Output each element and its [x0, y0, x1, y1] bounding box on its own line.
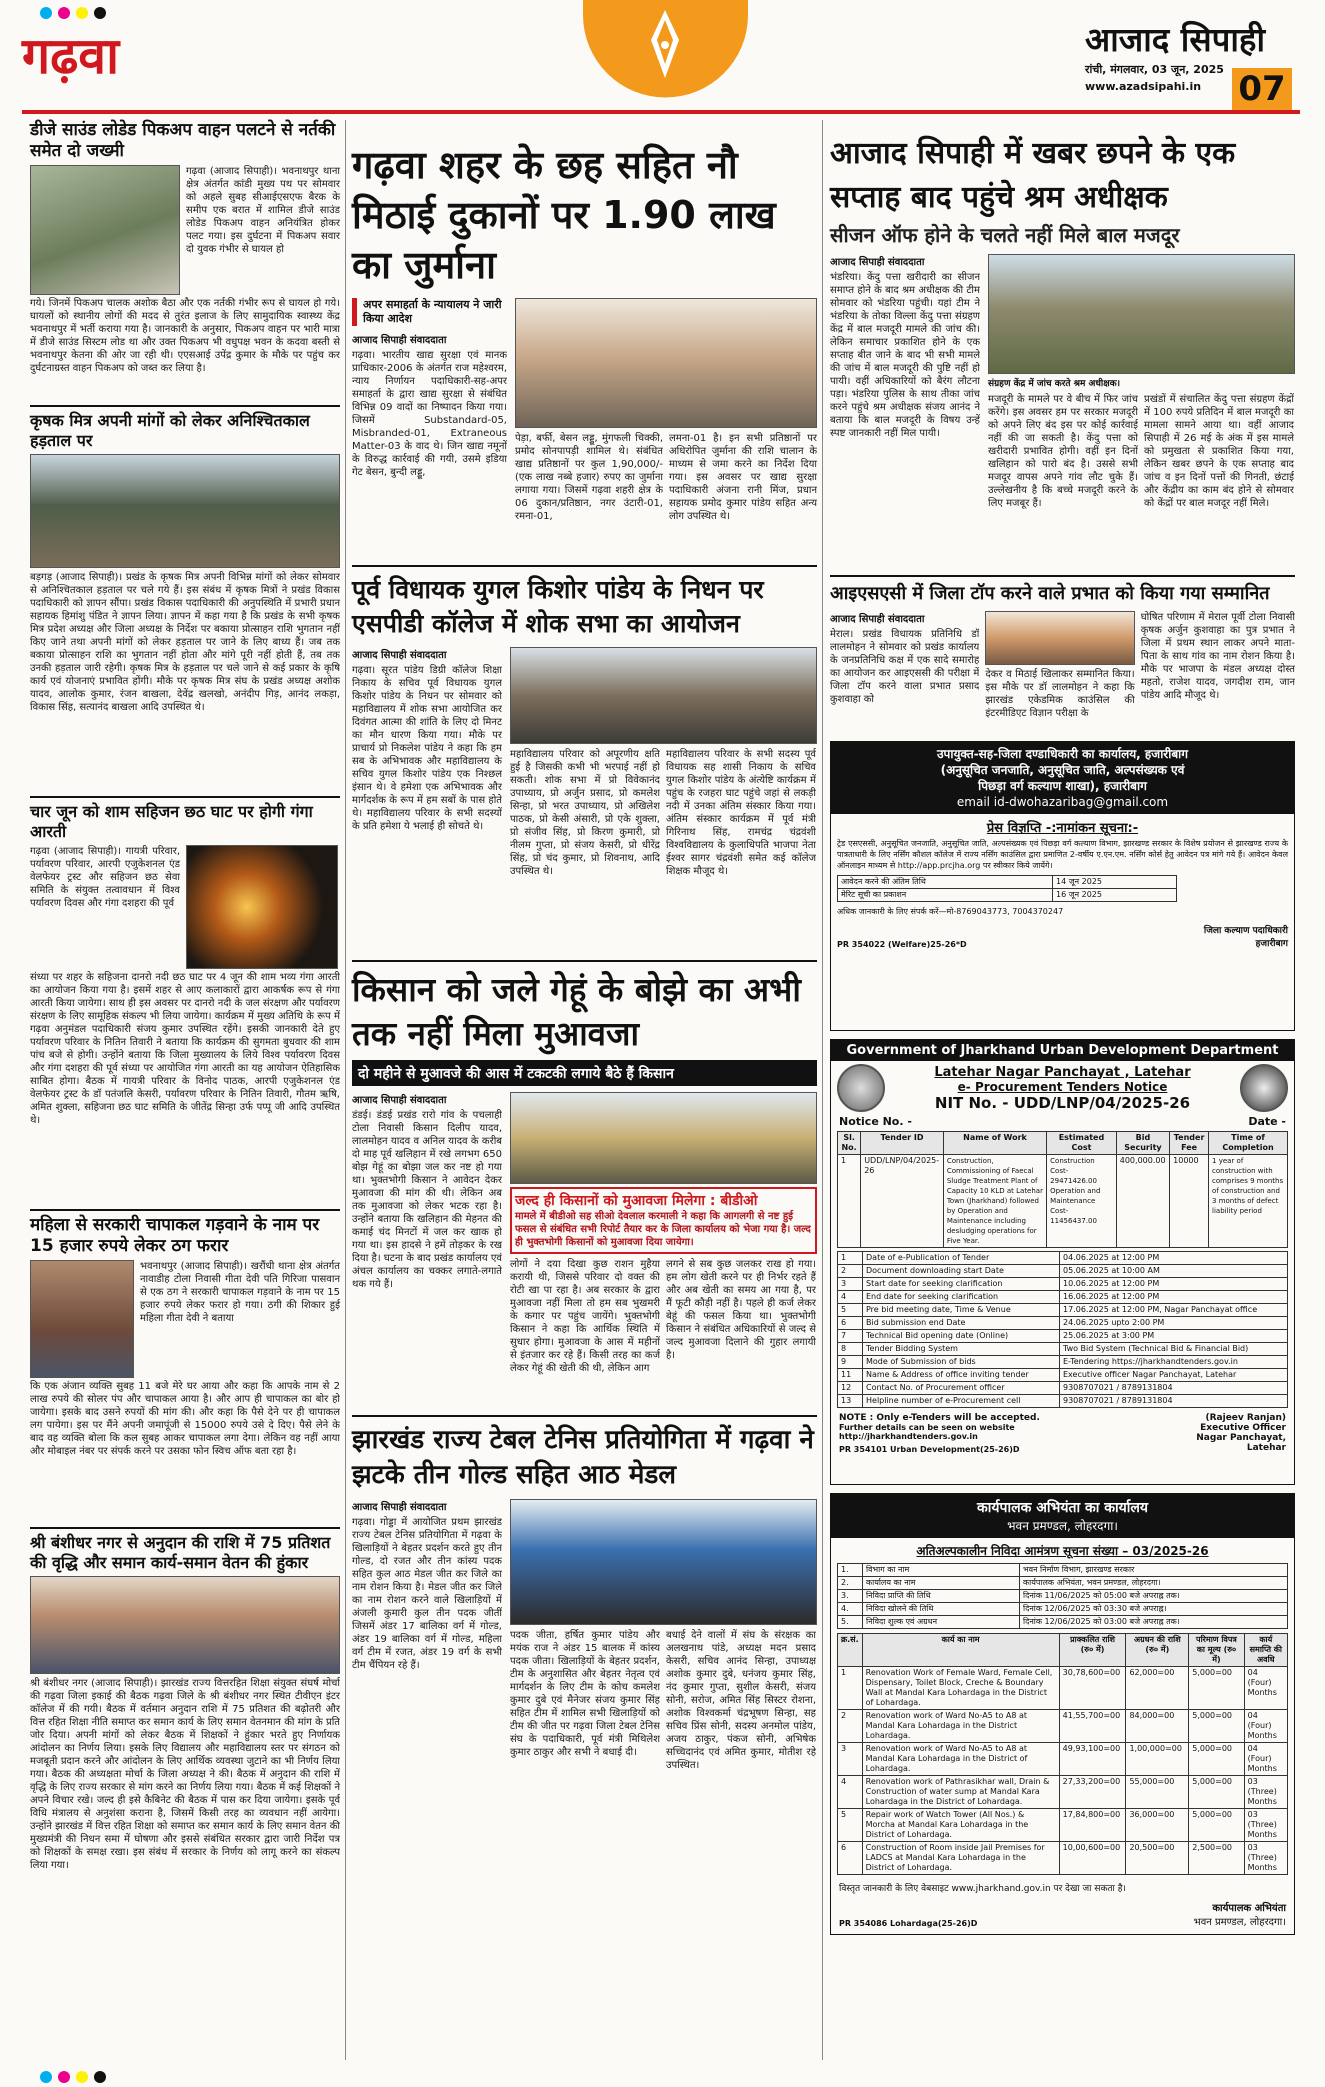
- ad3-work-cell: 6: [838, 1842, 863, 1875]
- lead-headline: गढ़वा शहर के छह सहित नौ मिठाई दुकानों पर 1.90 लाख का जुर्माना: [352, 143, 776, 287]
- ganga-aarti-photo: [186, 845, 338, 969]
- tt-col1: गढ़वा। गोड्डा में आयोजित प्रथम झारखंड राज्य टेबल टेनिस प्रतियोगिता में गढ़वा के खिलाड़ियों ने बेहतर प्रदर्शन करते हुए तीन गोल्ड, दो रजत और तीन कांस्य पदक सहित कुल आठ मेडल जीत कर जिले का नाम रोशन किया है। मेडल जीत कर जिले का नाम रोशन करने वाले खिलाड़ियों में अंजली कुमारी कुल तीन पदक जीतीं जिसमें अंडर 17 बालिका वर्ग में गोल्ड, अंडर 19 बालिका वर्ग में गोल्ड, महिला वर्ग टीम में रजत, अंडर 19 वर्ग के सभी टीम चैंपियन रहे हैं।: [352, 1517, 502, 1671]
- ad2-schedule-cell: 1: [838, 1252, 863, 1265]
- story5-headline: श्री बंशीधर नगर से अनुदान की राशि में 75 प्रतिशत की वृद्धि और समान कार्य-समान वेतन की हुंकार: [30, 1533, 331, 1572]
- ad2-th-3: Estimated Cost: [1047, 1132, 1117, 1155]
- ad2-schedule-cell: Bid submission end Date: [863, 1317, 1060, 1330]
- ad2-th-4: Bid Security: [1116, 1132, 1169, 1155]
- ad2-schedule-cell: Pre bid meeting date, Time & Venue: [863, 1304, 1060, 1317]
- ad3-th-4: परिमाण विपत्र का मूल्य (रु० में): [1189, 1634, 1244, 1667]
- ad3-work-cell: 5: [838, 1809, 863, 1842]
- ad3-work-cell: Repair work of Watch Tower (All Nos.) & Morcha at Mandal Kara Lohardaga in the District of Lohardaga.: [862, 1809, 1059, 1842]
- ad2-schedule-cell: Document downloading start Date: [863, 1265, 1060, 1278]
- ad2-schedule-cell: 9: [838, 1356, 863, 1369]
- ad3-website-note[interactable]: विस्तृत जानकारी के लिए वेबसाइट www.jharkhand.gov.in पर देखा जा सकता है।: [839, 1884, 1126, 1894]
- lead-kicker: अपर समाहर्ता के न्यायालय ने जारी किया आदेश: [352, 298, 507, 326]
- ad2-schedule-cell: 9308707021 / 8789131804: [1060, 1395, 1288, 1408]
- shok-col3: महाविद्यालय परिवार के सभी सदस्य पूर्व विधायक सह शासी निकाय के सचिव युगल किशोर पांडेय के अंत्येष्टि कार्यक्रम में पहुंच के रजहरा घाट पहुंचे जहां से लकड़ी नदी में उनका अंतिम संस्कार किया गया। अंतिम संस्कार कार्यक्रम में पूर्व मंत्री गिरिनाथ सिंह, रामचंद्र चंद्रवंशी विश्वविद्यालय के कुलाधिपति भाजपा नेता ईश्वर सागर चंद्रवंशी समेत कई कॉलेज शिक्षक मौजूद थे।: [666, 749, 816, 877]
- kisan-col3: लगने से सब कुछ जलकर राख हो गया। हम लोग खेती करने पर ही निर्भर रहते हैं और अब खेती का समय आ गया है, पर मैं फूटी कौड़ी नहीं है। पहले ही कर्ज लेकर बेहूं की फसल किया था। भुक्तभोगी किसान ने संबंधित अधिकारियों से जल्द से जल्द मुआवजा दिलाने की गुहार लगायी है।: [666, 1259, 816, 1361]
- story4-intro: भवनाथपुर (आजाद सिपाही)। खरौंधी थाना क्षेत्र अंतर्गत नावाडीह टोला निवासी गीता देवी पति गिरिजा पासवान से एक ठग ने सरकारी चापाकल गड़वाने के नाम पर 15 हजार रुपये लेकर फरार हो गया। ठगी की शिकार हुई महिला गीता देवी ने बताया: [140, 1261, 340, 1324]
- paper-name: आजाद सिपाही: [1085, 20, 1265, 59]
- ad3-line2: भवन प्रमण्डल, लोहरदगा।: [1007, 1519, 1118, 1533]
- ad2-sign-office: Nagar Panchayat, Latehar: [1196, 1433, 1286, 1453]
- ad3-work-cell: 84,000=00: [1126, 1710, 1189, 1743]
- ad3-info-cell: निविदा खोलने की तिथि: [863, 1603, 1020, 1616]
- registration-marks-top: [40, 4, 160, 18]
- story1-headline: डीजे साउंड लोडेड पिकअप वाहन पलटने से नर्तकी समेत दो जख्मी: [30, 120, 336, 161]
- dateline: रांची, मंगलवार, 03 जून, 2025: [1085, 63, 1224, 76]
- ad3-info-cell: निविदा शुल्क एवं अग्रधन: [863, 1616, 1020, 1629]
- ad2-th-1: Tender ID: [861, 1132, 944, 1155]
- shram-headline: आजाद सिपाही में खबर छपने के एक सप्ताह बाद पहुंचे श्रम अधीक्षक: [830, 136, 1236, 215]
- column-divider-1: [345, 120, 346, 2060]
- tt-headline: झारखंड राज्य टेबल टेनिस प्रतियोगिता में गढ़वा ने झटके तीन गोल्ड सहित आठ मेडल: [352, 1425, 814, 1490]
- ad2-work-1: UDD/LNP/04/2025-26: [861, 1155, 944, 1248]
- ad2-schedule-cell: Mode of Submission of bids: [863, 1356, 1060, 1369]
- ad1-pr: PR 354022 (Welfare)25-26*D: [837, 940, 967, 949]
- ad3-work-cell: 2: [838, 1710, 863, 1743]
- ad2-schedule-cell: Contact No. of Procurement officer: [863, 1382, 1060, 1395]
- ad3-work-cell: 36,000=00: [1126, 1809, 1189, 1842]
- ad3-info-row: [838, 1564, 1288, 1577]
- lead-col1: गढ़वा। भारतीय खाद्य सुरक्षा एवं मानक प्राधिकार-2006 के अंतर्गत राज महेश्वरम, न्याय निर्णायन पदाधिकारी-सह-अपर समाहर्ता के द्वारा खाद्य सुरक्षा से संबंधित विभिन्न 09 वादों का निष्पादन किया गया। जिसमें Substandard-05, Misbranded-01, Extraneous Matter-03 के वाद थे। जिन खाद्य नमूनों के विरुद्ध कार्रवाई की गयी, उसमे इडिया गेट बेसन, बुन्दी लड्डू,: [352, 350, 507, 478]
- ad3-work-cell: 04 (Four) Months: [1244, 1667, 1287, 1710]
- ad2-schedule-cell: Technical Bid opening date (Online): [863, 1330, 1060, 1343]
- ad3-work-cell: Renovation work of Pathrasikhar wall, Drain & Construction of water sump at Mandal Kara Lohardaga in the District of Lohardaga.: [862, 1776, 1059, 1809]
- ad3-work-row: [838, 1710, 1288, 1743]
- ad3-info-cell: भवन निर्माण विभाग, झारखण्ड सरकार: [1020, 1564, 1288, 1577]
- ad2-schedule-cell: 16.06.2025 at 12:00 PM: [1060, 1291, 1288, 1304]
- ad3-info-cell: 1.: [838, 1564, 863, 1577]
- story1-intro: गढ़वा (आजाद सिपाही)। भवनाथपुर थाना क्षेत्र अंतर्गत कांडी मुख्य पथ पर सोमवार को अहले सुबह सीआईएसएफ बैरक के समीप एक बरात में शामिल डीजे साउंड लोडेड पिकअप वाहन अनियंत्रित होकर पलट गया। इस दुर्घटना में पिकअप सवार दो युवक गंभीर से घायल हो: [186, 166, 340, 255]
- ad3-info-cell: कार्यालय का नाम: [863, 1577, 1020, 1590]
- ad2-schedule-cell: End date for seeking clarification: [863, 1291, 1060, 1304]
- ad3-info-cell: 2.: [838, 1577, 863, 1590]
- ad2-schedule-cell: E-Tendering https://jharkhandtenders.gov.in: [1060, 1356, 1288, 1369]
- ad2-office: Latehar Nagar Panchayat , Latehar: [934, 1064, 1191, 1080]
- ad3-info-row: [838, 1616, 1288, 1629]
- shram-inspection-photo: [988, 254, 1295, 374]
- ad3-work-cell: 5,000=00: [1189, 1743, 1244, 1776]
- hazaribag-notice-ad: [830, 741, 1295, 1031]
- ad2-schedule-cell: Name & Address of office inviting tender: [863, 1369, 1060, 1382]
- ad3-info-row: [838, 1603, 1288, 1616]
- shok-col2: महाविद्यालय परिवार को अपूरणीय क्षति हुई है जिसकी कभी भी भरपाई नहीं हो सकती। शोक सभा में प्रो विवेकानंद उपाध्याय, प्रो अर्जुन प्रसाद, प्रो कमलेश सिन्हा, प्रो भरत उपाध्याय, प्रो अखिलेश पाठक, प्रो केसी अंसारी, प्रो एके शुक्ला, प्रो संजीव सिंह, प्रो किरण कुमारी, प्रो नीलम गुप्ता, प्रो संजय केसरी, प्रो धीरेंद्र सिंह, प्रो चंद कुमार, प्रो शिवनाथ, आदि उपस्थित थे।: [510, 749, 660, 877]
- ad2-schedule-cell: 9308707021 / 8789131804: [1060, 1382, 1288, 1395]
- ad2-work-2: Construction, Commissioning of Faecal Sludge Treatment Plant of Capacity 10 KLD at Latehar Town (Jharkhand) followed by Operation and Maintenance including desludging operations for Five Year.: [943, 1155, 1046, 1248]
- ad2-schedule-row: [838, 1278, 1288, 1291]
- ad3-th-2: प्राक्कलित राशि (रु० में): [1059, 1634, 1126, 1667]
- ad2-work-4: 400,000.00: [1116, 1155, 1169, 1248]
- ad3-title: अतिअल्पकालीन निविदा आमंत्रण सूचना संख्या – 03/2025-26: [916, 1544, 1209, 1558]
- ad2-schedule-cell: Date of e-Publication of Tender: [863, 1252, 1060, 1265]
- ad1-row1-label: आवेदन करने की अंतिम तिथि: [838, 876, 1053, 889]
- ad3-work-cell: 4: [838, 1776, 863, 1809]
- bdo-caption: जल्द ही किसानों को मुआवजा मिलेगा : बीडीओ: [515, 1193, 758, 1209]
- ad1-dates-table: [837, 875, 1177, 902]
- ad3-sign2: भवन प्रमण्डल, लोहरदगा।: [1193, 1917, 1286, 1928]
- section-name: गढ़वा: [22, 27, 120, 85]
- ad3-work-cell: 3: [838, 1743, 863, 1776]
- ad3-sign1: कार्यपालक अभियंता: [1212, 1903, 1286, 1914]
- lead-byline: आजाद सिपाही संवाददाता: [352, 335, 447, 346]
- ad2-schedule-cell: 17.06.2025 at 12:00 PM, Nagar Panchayat office: [1060, 1304, 1288, 1317]
- ad3-work-cell: 1: [838, 1667, 863, 1710]
- ad1-helpline: अधिक जानकारी के लिए संपर्क करें—मो-8769043773, 7004370247: [837, 907, 1064, 916]
- ias-headline: आइएसएसी में जिला टॉप करने वाले प्रभात को किया गया सम्मानित: [830, 583, 1270, 604]
- ad2-schedule-row: [838, 1369, 1288, 1382]
- ad3-work-cell: 1,00,000=00: [1126, 1743, 1189, 1776]
- ad3-info-cell: कार्यपालक अभियंता, भवन प्रमण्डल, लोहरदगा।: [1020, 1577, 1288, 1590]
- shok-col1: गढ़वा। सूरत पांडेय डिग्री कॉलेज शिक्षा निकाय के सचिव पूर्व विधायक युगल किशोर पांडेय के निधन पर सोमवार को महाविद्यालय में शोक सभा आयोजित कर दिवंगत आत्मा की शांति के लिए दो मिनट का मौन धारण किया गया। मौके पर प्राचार्य प्रो निकलेश पांडेय ने कहा कि हम सब के अभिभावक और महाविद्यालय के सचिव युगल किशोर पांडेय एक निश्छल इंसान थे। वे हमेशा एक अभिभावक और मार्गदर्शक के रूप में हम सबों के पास होते थे। महाविद्यालय परिवार के सभी सदस्यों के प्रति हमेशा ये भलाई ही सोचते थे।: [352, 665, 502, 832]
- ad1-sign1: जिला कल्याण पदाधिकारी: [1203, 926, 1288, 936]
- ad2-work-5: 10000: [1170, 1155, 1209, 1248]
- ad3-info-cell: 5.: [838, 1616, 863, 1629]
- ad2-th-6: Time of Completion: [1209, 1132, 1288, 1155]
- ad2-schedule-cell: 2: [838, 1265, 863, 1278]
- story2-body: बड़गड़ (आजाद सिपाही)। प्रखंड के कृषक मित्र अपनी विभिन्न मांगों को लेकर सोमवार से अनिश्चितकाल हड़ताल पर चले गये हैं। इस संबंध में कृषक मित्रों ने प्रखंड विकास पदाधिकारी को ज्ञापन सौंपा। प्रखंड विकास पदाधिकारी की अनुपस्थिति में प्रभारी प्रधान सहायक हिमांशु पंडित ने ज्ञापन लिया। ज्ञापन में कहा गया है कि प्रखंड के सभी कृषक मित्र प्रदेश अध्यक्ष और जिला अध्यक्ष के निर्देश पर बकाया प्रोत्साहन राशि भुगतान नहीं किए जाने तथा अपनी मांगों को लेकर हड़ताल पर जाने के लिए बाध्य हैं। जब तक बकाया प्रोत्साहन राशि का भुगतान नहीं होता और मांगे पूरी नहीं होती हैं, तब तक उनकी हड़ताल जारी रहेगी। कृषक मित्र के हड़ताल पर चले जाने से कई प्रकार के कृषि कार्य एवं योजनाएं प्रभावित होंगी। मौके पर कृषक मित्र संघ के प्रखंड अध्यक्ष अशोक यादव, आलोक कुमार, रंजन बाखला, देवेंद्र खलखो, अनंदीप गिड़, आनंद लकड़ा, विकास सिंह, सत्यानंद बाखला आदि उपस्थित थे।: [30, 572, 340, 713]
- ad2-schedule-cell: 8: [838, 1343, 863, 1356]
- ad2-schedule-cell: Tender Bidding System: [863, 1343, 1060, 1356]
- ias-col3: घोषित परिणाम में मेराल पूर्वी टोला निवासी कृषक अर्जुन कुशवाहा का पुत्र प्रभात ने जिला में प्रथम स्थान लाकर अपने माता-पिता के साथ गांव का नाम रोशन किया है। मौके पर भाजपा के मंडल अध्यक्ष दोस्त महतो, राजेश यादव, जगदीश राम, जान पांडेय आदि मौजूद थे।: [1140, 612, 1295, 701]
- ad1-row2-label: मेरिट सूची का प्रकाशन: [838, 889, 1053, 902]
- ad2-schedule-row: [838, 1343, 1288, 1356]
- ad3-work-cell: 20,500=00: [1126, 1842, 1189, 1875]
- tt-byline: आजाद सिपाही संवाददाता: [352, 1502, 447, 1513]
- shram-col1: भंडरिया। केंदु पत्ता खरीदारी का सीजन समाप्त होने के बाद श्रम अधीक्षक की टीम सोमवार को भंडरिया पहुंची। यहां टीम ने भंडरिया के तोका विल्ला केंदु पत्ता संग्रहण केंद्र में बाल मजदूरी मामले की जांच की। लेकिन समाचार प्रकाशित होने के एक सप्ताह बीत जाने के बाद भी सभी मामले की जांच में बाल मजदूरी की पुष्टि नहीं हो पायी। वहीं अधिकारियों को बैरंग लौटना पड़ा। भंडरिया पुलिस के साथ तीका जांच करने पहुंचे श्रम अधीक्षक संजय आनंद ने बताया कि बाल मजदूरी के विषय उन्हें स्पष्ट जानकारी नहीं मिल पायी।: [830, 272, 980, 439]
- ad3-work-cell: 27,33,200=00: [1059, 1776, 1126, 1809]
- ad3-work-cell: 5,000=00: [1189, 1809, 1244, 1842]
- ad2-schedule-row: [838, 1252, 1288, 1265]
- ad3-info-cell: 3.: [838, 1590, 863, 1603]
- shram-byline: आजाद सिपाही संवाददाता: [830, 257, 925, 268]
- ad3-work-cell: 04 (Four) Months: [1244, 1743, 1287, 1776]
- shok-sabha-photo: [510, 647, 817, 744]
- ad3-work-row: [838, 1776, 1288, 1809]
- kisan-col1: डंडई। डंडई प्रखंड रारो गांव के पचलाही टोला निवासी किसान दिलीप यादव, लालमोहन यादव व अनिल यादव के करीब दो माह पूर्व खलिहान में रखे लगभग 650 बोझ गेहूं का बोझा जल कर नष्ट हो गया था। भुक्तभोगी किसान ने आवेदन देकर मुआवजा की मांग की थी। लेकिन अब तक मुआवजा को लेकर भटक रहा है। उन्होंने बताया कि खलिहान की मेहनत की कमाई चंद मिनटों में जल कर खाक हो गया था। इस हादसे ने हमें तोड़कर के रख दिया है। घटना के बाद प्रखंड कार्यालय एवं अंचल कार्यालय का चक्कर लगाते-लगाते थक गये हैं।: [352, 1110, 502, 1290]
- latehar-tender-ad: [830, 1039, 1295, 1485]
- shram-col3: प्रखंडों में संचालित केंदु पत्ता संग्रहण केंद्रों में 100 रुपये प्रतिदिन में बाल मजदूरी का मामला सामने आया था। वहीं आजाद सिपाही में 26 मई के अंक में इस मामले को प्रमुखता से प्रकाशित किया गया, लेकिन खबर छपने के एक सप्ताह बाद जांच व इन दिनों पत्तों की गिनती, छंटाई और केंद्रीय का काम बंद होने से सोमवार को केंद्रों पर बाल मजदूर नहीं मिले।: [1144, 394, 1294, 509]
- ias-col2: देकर व मिठाई खिलाकर सम्मानित किया। इस मौके पर डॉ लालमोहन ने कहा कि झारखंड एकेडमिक काउंसिल की इंटरमीडिएट विज्ञान परीक्षा के: [985, 669, 1135, 719]
- column-divider-2: [822, 120, 823, 2060]
- lead-col2: पेड़ा, बर्फी, बेसन लड्डू, मुंगफली चिक्की, प्रमोद सोनपापड़ी शामिल थे। संबंधित खाद्य प्रतिष्ठानों पर कुल 1,90,000/- (एक लाख नब्बे हजार) रुपए का जुर्माना लगाया गया। जिसमें गढ़वा शहरी क्षेत्र के 06 दुकान/प्रतिष्ठान, नगर उंटारी-01, रमना-01,: [515, 433, 663, 522]
- story5-body: श्री बंशीधर नगर (आजाद सिपाही)। झारखंड राज्य वित्तरहित शिक्षा संयुक्त संघर्ष मोर्चा की गढ़वा जिला इकाई की बैठक गढ़वा जिले के श्री बंशीधर नगर स्थित टीवीएन इंटर कॉलेज में की गयी। बैठक में वर्तमान अनुदान राशि में 75 प्रतिशत की बढ़ोतरी और वित्त रहित शिक्षा नीति समाप्त कर समान कार्य के लिए समान वेतनमान की मांग के प्रति जोर दिया। अपनी मांगों को लेकर बैठक में शिक्षकों ने हुंकार भरते हुए निर्णायक आंदोलन का निर्णय लिया। इसके लिए विद्यालय और महाविद्यालय स्तर पर संगठन को मजबूती प्रदान करने और आंदोलन के लिए आर्थिक व्यवस्था जुटाने का भी निर्णय लिया गया। बैठक की अध्यक्षता मोर्चा के जिला अध्यक्ष ने की। बैठक में अनुदान की राशि में वृद्धि के लिए राज्य सरकार से मांग करने का निर्णय लिया गया। बैठक में कई शिक्षकों ने अपने विचार रखे। जल्द ही इसे कैबिनेट की बैठक में पास कर दिया जायेगा। इसके पूर्व विधि मंत्रालय से अनुशंसा कराना है, जिसमें किसी तरह का व्यवधान नहीं आयेगा। उन्होंने झारखंड में वित्त रहित शिक्षा को समाप्त कर समान कार्य के लिए समान वेतन की मुख्यमंत्री की निधन समा में घोषणा और इससे संबंधित सरकार द्वारा जारी निर्देश पत्र को शिक्षकों के समक्ष रखा। इस संबंध में सरकार के निर्णय को लागू करने का संकल्प लिया गया।: [30, 1678, 340, 1871]
- story2-headline: कृषक मित्र अपनी मांगों को लेकर अनिश्चितकाल हड़ताल पर: [30, 411, 310, 450]
- ad3-work-cell: 5,000=00: [1189, 1667, 1244, 1710]
- ad3-info-table: [837, 1563, 1288, 1629]
- ad3-th-1: कार्य का नाम: [862, 1634, 1059, 1667]
- kisan-headline: किसान को जले गेहूं के बोझे का अभी तक नहीं मिला मुआवजा: [352, 970, 801, 1053]
- ad1-line3: पिछड़ा वर्ग कल्याण शाखा), हजारीबाग: [978, 779, 1147, 793]
- ad2-schedule-cell: 10.06.2025 at 12:00 PM: [1060, 1278, 1288, 1291]
- bdo-quote: मामले में बीडीओ सह सीओ देवलाल करमाली ने कहा कि आगलगी से नष्ट हुई फसल से संबंधित सभी रिपोर्ट तैयार कर के जिला कार्यालय को भेजा गया है। जल्द ही भुक्तभोगी किसानों को मुआवजा दिया जायेगा।: [515, 1211, 811, 1248]
- ad3-pr: PR 354086 Lohardaga(25-26)D: [839, 1919, 978, 1928]
- ad2-eproc: e- Procurement Tenders Notice: [957, 1079, 1168, 1094]
- ad3-info-row: [838, 1590, 1288, 1603]
- ad1-body: ट्रेड एसएससी, अनुसूचित जनजाति, अनुसूचित जाति, अल्पसंख्यक एवं पिछड़ा वर्ग कल्याण विभाग, झारखण्ड सरकार के विशेष प्रयोजन से झारखण्ड राज्य के पात्रताधारी के लिए नर्सिंग कौशल कॉलेज में राज्य नर्सिंग काउंसिल द्वारा प्रमाणित 2-वर्षीय ए.एन.एम. नर्सिंग कोर्स हेतु आवेदन पत्र मांगे गये हैं। आवेदन केवल ऑनलाइन माध्यम से http://app.prcjha.org पर स्वीकार किये जायेंगे।: [837, 839, 1288, 870]
- ad2-schedule-cell: 25.06.2025 at 3:00 PM: [1060, 1330, 1288, 1343]
- ad2-schedule-row: [838, 1304, 1288, 1317]
- nagar-panchayat-logo-icon: [1240, 1064, 1288, 1112]
- registration-marks-bottom: [40, 2068, 240, 2082]
- ad2-schedule-cell: 5: [838, 1304, 863, 1317]
- ad2-schedule-row: [838, 1317, 1288, 1330]
- ad2-schedule-row: [838, 1356, 1288, 1369]
- ad2-schedule-cell: Executive officer Nagar Panchayat, Latehar: [1060, 1369, 1288, 1382]
- ad3-work-cell: 62,000=00: [1126, 1667, 1189, 1710]
- ad2-schedule-row: [838, 1265, 1288, 1278]
- masthead-rule: [22, 110, 1300, 114]
- ad3-th-3: अग्रधन की राशि (रु० में): [1126, 1634, 1189, 1667]
- ad2-schedule-row: [838, 1291, 1288, 1304]
- ad3-work-cell: 2,500=00: [1189, 1842, 1244, 1875]
- ad2-schedule-row: [838, 1395, 1288, 1408]
- ad2-work-0: 1: [838, 1155, 861, 1248]
- ad2-note: NOTE : Only e-Tenders will be accepted.: [839, 1413, 1040, 1423]
- ad3-work-row: [838, 1743, 1288, 1776]
- farmers-photo: [510, 1092, 817, 1184]
- story4-body: कि एक अंजान व्यक्ति सुबह 11 बजे मेरे घर आया और कहा कि आपके नाम से 2 लाख रुपये की सोलर पंप और चापाकल आया है। और आप ही चापाकल का बोर हो जायेगा। इसके बाद उसने रुपयों की मांग की। और कहा कि पैसे देने पर ही चापाकल लग पायेगा। इस पर मैंने अपनी जमापूंजी से 15000 रुपये उसे दे दिए। पैसे लेने के बाद वह व्यक्ति बोला कि कल सुबह आकर चापाकल लगा देगा। लेकिन वह नहीं आया और मोबाइल नंबर पर संपर्क करने पर उसका फोन स्विच ऑफ बता रहा है।: [30, 1381, 340, 1457]
- ad2-schedule-cell: 3: [838, 1278, 863, 1291]
- ad3-work-cell: 49,93,100=00: [1059, 1743, 1126, 1776]
- bdo-box: [510, 1187, 817, 1254]
- ad2-schedule-cell: 7: [838, 1330, 863, 1343]
- tt-col2: पदक जीता, हर्षित कुमार पांडेय और मयंक राज ने अंडर 15 बालक में कांस्य पदक जीता। खिलाड़ियों के बेहतर प्रदर्शन, टीम के अनुशासित और बेहतर नेतृत्व एवं मार्गदर्शन के लिए टीम के कोच कमलेश कुमार दुबे एवं मैनेजर संजय कुमार सिंह सहित टीम में शामिल सभी खिलाड़ियों को टीम की जीत पर गढ़वा जिला टेबल टेनिस संघ के पदाधिकारी, पूर्व मंत्री मिथिलेश कुमार ठाकुर और सभी ने बधाई दी।: [510, 1630, 660, 1758]
- ad3-works-table: [837, 1633, 1288, 1875]
- ad2-th-5: Tender Fee: [1170, 1132, 1209, 1155]
- ad3-info-cell: निविदा प्राप्ति की तिथि: [863, 1590, 1020, 1603]
- ad2-work-3: Construction Cost- 29471426.00 Operation and Maintenance Cost- 11456437.00: [1047, 1155, 1117, 1248]
- jharkhand-emblem-icon: [837, 1064, 885, 1112]
- ad1-row1-value: 14 जून 2025: [1052, 876, 1176, 889]
- ad3-work-cell: Renovation Work of Female Ward, Female Cell, Dispensary, Toilet Block, Creche & Boundary Wall at Mandal Kara Lohardaga in the District of Lohardaga.: [862, 1667, 1059, 1710]
- shram-subhead: सीजन ऑफ होने के चलते नहीं मिले बाल मजदूर: [830, 223, 1180, 247]
- right-column: [830, 132, 1295, 1935]
- ad3-work-cell: 03 (Three) Months: [1244, 1809, 1287, 1842]
- ad2-schedule-cell: 11: [838, 1369, 863, 1382]
- ad2-schedule-row: [838, 1382, 1288, 1395]
- victim-woman-photo: [30, 1260, 134, 1378]
- ad2-sign-title: Executive Officer: [1200, 1423, 1286, 1433]
- ad2-work-table: [837, 1131, 1288, 1248]
- ad3-th-5: कार्य समाप्ति की अवधि: [1244, 1634, 1287, 1667]
- ad2-schedule-cell: Start date for seeking clarification: [863, 1278, 1060, 1291]
- ad2-schedule-cell: Two Bid System (Technical Bid & Financial Bid): [1060, 1343, 1288, 1356]
- teachers-meeting-photo: [30, 1576, 340, 1674]
- ad3-work-cell: 04 (Four) Months: [1244, 1710, 1287, 1743]
- accident-photo: [30, 165, 180, 295]
- ad3-work-cell: 5,000=00: [1189, 1776, 1244, 1809]
- ad2-govt: Government of Jharkhand Urban Development Department: [846, 1043, 1279, 1058]
- kisan-col2: लोगों ने दया दिखा कुछ राशन मुहैया करायी थी, जिससे परिवार दो वक्त की रोटी खा पा रहा है। अब सरकार के द्वारा मुआवजा नहीं मिला तो हम सब भुखमरी के कगार पर पहुंच जायेंगे। भुक्तभोगी किसान ने कहा कि आर्थिक स्थिति में सुधार होगा। मुआवजा के आस में महीनों से इंतजार कर रहे हैं। किसी तरह का कर्ज लेकर गेहूं की खेती की थी, लेकिन आग: [510, 1259, 660, 1374]
- story1-body: गये। जिनमें पिकअप चालक अशोक बैठा और एक नर्तकी गंभीर रूप से घायल हो गये। घायलों को स्थानीय लोगों की मदद से तुरंत इलाज के लिए सामुदायिक स्वास्थ्य केंद्र भवनाथपुर में भर्ती कराया गया है। जानकारी के अनुसार, पिकअप वाहन पर भारी मात्रा में डीजे साउंड सिस्टम लोड था और उक्त पिकअप भी वधुपक्ष भवन के कदवा बस्ती से भवनाथपुर केतना की ओर जा रही थी। एएसआई उपेंद्र कुमार के मौके पर पहुंच कर दुर्घटनाग्रस्त वाहन पिकअप को जब्त कर लिया है।: [30, 298, 340, 374]
- shram-col2: मजदूरी के मामले पर वे बीच में फिर जांच करेंगे। इस अवसर हम पर सरकार मजदूरी को अपने लिए बंद इस पर कोई कार्रवाई नहीं की जा सकती है। केंदु पत्ता को खरीदारी प्रभावित होगी। वहीं इन दिनों खलिहान को पारो बंद है। उससे सभी मजदूर वापस अपने गांव लौट चुके हैं। उल्लेखनीय है कि बच्चे मजदूरी करने के लिए मजबूर हैं।: [988, 394, 1138, 509]
- ad3-work-cell: 10,00,600=00: [1059, 1842, 1126, 1875]
- tt-medalists-photo: [510, 1499, 817, 1625]
- ad3-info-cell: विभाग का नाम: [863, 1564, 1020, 1577]
- ad2-schedule-table: [837, 1251, 1288, 1408]
- ad2-th-0: Sl. No.: [838, 1132, 861, 1155]
- middle-column: [352, 140, 817, 1826]
- ad3-work-cell: 17,84,800=00: [1059, 1809, 1126, 1842]
- ad3-work-cell: Renovation work of Ward No-A5 to A8 at Mandal Kara Lohardaga in the District Lohardaga.: [862, 1710, 1059, 1743]
- ad2-schedule-cell: 24.06.2025 upto 2:00 PM: [1060, 1317, 1288, 1330]
- shram-photo-caption: संग्रहण केंद्र में जांच करते श्रम अधीक्षक।: [988, 379, 1121, 389]
- ad2-sign-name: (Rajeev Ranjan): [1205, 1413, 1286, 1423]
- ad3-work-cell: 30,78,600=00: [1059, 1667, 1126, 1710]
- ad3-work-cell: Construction of Room inside Jail Premises for LADCS at Mandal Kara Lohardaga in the District of Lohardaga.: [862, 1842, 1059, 1875]
- story3-headline: चार जून को शाम सहिजन छठ घाट पर होगी गंगा आरती: [30, 802, 313, 841]
- shok-headline: पूर्व विधायक युगल किशोर पांडेय के निधन पर एसपीडी कॉलेज में शोक सभा का आयोजन: [352, 575, 764, 638]
- ad2-further[interactable]: Further details can be seen on website http://jharkhandtenders.gov.in: [839, 1423, 1015, 1441]
- ad3-th-0: क्र.सं.: [838, 1634, 863, 1667]
- story4-headline: महिला से सरकारी चापाकल गड़वाने के नाम पर 15 हजार रुपये लेकर ठग फरार: [30, 1215, 320, 1256]
- ad1-line2: (अनुसूचित जनजाति, अनुसूचित जाति, अल्पसंख्यक एवं: [940, 763, 1185, 777]
- ad2-schedule-cell: 05.06.2025 at 10:00 AM: [1060, 1265, 1288, 1278]
- ad2-pr: PR 354101 Urban Development(25-26)D: [839, 1445, 1020, 1454]
- ad2-th-2: Name of Work: [943, 1132, 1046, 1155]
- ad3-work-cell: 03 (Three) Months: [1244, 1842, 1287, 1875]
- ad1-row2-value: 16 जून 2025: [1052, 889, 1176, 902]
- ad2-schedule-cell: 4: [838, 1291, 863, 1304]
- ias-col1: मेराल। प्रखंड विधायक प्रतिनिधि डॉ लालमोहन ने सोमवार को प्रखंड कार्यालय के जनप्रतिनिधि कक्ष में एक सादे समारोह का आयोजन कर आइएससी की परीक्षा में जिला टॉप करने वाला प्रभात प्रसाद कुशवाहा को: [830, 629, 980, 705]
- felicitation-photo: [985, 611, 1134, 665]
- ias-byline: आजाद सिपाही संवाददाता: [830, 614, 925, 625]
- ad2-date-label: Date -: [1248, 1115, 1286, 1128]
- ad3-work-row: [838, 1667, 1288, 1710]
- ad2-nit: NIT No. - UDD/LNP/04/2025-26: [934, 1093, 1191, 1112]
- ad2-schedule-cell: 6: [838, 1317, 863, 1330]
- ad3-info-cell: दिनांक 12/06/2025 को 03:30 बजे अपराह्न।: [1020, 1603, 1288, 1616]
- masthead-decoration: [583, 0, 748, 100]
- ad2-schedule-row: [838, 1330, 1288, 1343]
- shok-byline: आजाद सिपाही संवाददाता: [352, 650, 447, 661]
- ad3-info-row: [838, 1577, 1288, 1590]
- fine-hearing-photo: [515, 298, 817, 428]
- ad2-notice-no: Notice No. -: [839, 1115, 912, 1128]
- left-column: [30, 120, 340, 1939]
- page-number: 07: [1232, 68, 1292, 110]
- ad3-work-cell: 03 (Three) Months: [1244, 1776, 1287, 1809]
- tt-col3: बधाई देने वालों में संघ के संरक्षक का अलखनाथ पांडे, अध्यक्ष मदन प्रसाद केसरी, सचिव आनंद सिन्हा, उपाध्यक्ष अशोक कुमार दुबे, धनंजय कुमार सिंह, नंद कुमार गुप्ता, सुशील केसरी, संजय सोनी, सरोज, अमित सिंह सिस्टर रोशना, अशोक विश्वकर्मा चंद्रभूषण सिन्हा, सह सचिव प्रिंस सोनी, सदस्य अनमोल पांडेय, अजय ठाकुर, पंकज सोनी, अभिषेक सच्चिदानंद एवं अमित कुमार, मोतीश रहे उपस्थित।: [666, 1630, 816, 1771]
- ad2-schedule-cell: 13: [838, 1395, 863, 1408]
- kisan-byline: आजाद सिपाही संवाददाता: [352, 1095, 447, 1106]
- ad3-info-cell: 4.: [838, 1603, 863, 1616]
- story3-intro: गढ़वा (आजाद सिपाही)। गायत्री परिवार, पर्यावरण परिवार, आरपी एजुकेशनल एंड वेलफेयर ट्रस्ट और सहिजन छठ सेवा समिति के संयुक्त तत्वावधान में विश्व पर्यावरण दिवस और गंगा दशहरा की पूर्व: [30, 846, 180, 909]
- ad3-info-cell: दिनांक 12/06/2025 को 03:00 बजे अपराह्न तक।: [1020, 1616, 1288, 1629]
- ad1-title: प्रेस विज्ञप्ति -:नामांकन सूचना:-: [986, 821, 1139, 836]
- lohardaga-tender-ad: [830, 1493, 1295, 1935]
- ad3-line1: कार्यपालक अभियंता का कार्यालय: [977, 1500, 1148, 1516]
- krishak-mitra-photo: [30, 454, 340, 568]
- ad3-work-cell: Renovation work of Ward No-A5 to A8 at Mandal Kara Lohardaga in the District of Lohardaga.: [862, 1743, 1059, 1776]
- website[interactable]: www.azadsipahi.in: [1085, 80, 1202, 93]
- ad2-schedule-cell: Helpline number of e-Procurement cell: [863, 1395, 1060, 1408]
- story3-body: संध्या पर शहर के सहिजना दानरो नदी छठ घाट पर 4 जून की शाम भव्य गंगा आरती का आयोजन किया गया है। इसमें शहर से आए कलाकारों द्वारा आकर्षक रूप से गंगा आरती किया जायेगा। साथ ही इस अवसर पर दानरो नदी के जल संरक्षण और पर्यावरण संरक्षण के लिए सामूहिक संकल्प भी लिया जायेगा। कार्यक्रम में मुख्य अतिथि के रूप में गढ़वा अनुमंडल पदाधिकारी संजय कुमार उपस्थित रहेंगे। इसकी जानकारी देते हुए पर्यावरण परिवार के नितिन तिवारी ने बताया कि कार्यक्रम की सुगमता बुधवार की शाम पांच बजे से होगी। उन्होंने बताया कि जिला मुख्यालय के लिये विश्व पर्यावरण दिवस और गंगा दशहरा की पूर्व संध्या पर आयोजित गंगा आरती का यह आयोजन ऐतिहासिक साबित होगा। बैठक में गायत्री परिवार के विनोद पाठक, आरपी एजुकेशनल एंड वेलफेयर ट्रस्ट के डॉ पतंजलि केसरी, पर्यावरण परिवार के नितिन तिवारी, गौतम ऋषि, अमित शुक्ला, सहिजना छठ घाट समिति के जीतेंद्र सिन्हा उर्फ पप्पू जी आदि उपस्थित थे।: [30, 972, 340, 1126]
- ad3-work-cell: 55,000=00: [1126, 1776, 1189, 1809]
- ad3-work-cell: 41,55,700=00: [1059, 1710, 1126, 1743]
- ad2-schedule-cell: 12: [838, 1382, 863, 1395]
- lead-col3: लमना-01 है। इन सभी प्रतिष्ठानों पर अधिरोपित जुर्माना की राशि चालान के माध्यम से जमा करने का निर्देश दिया गया। इस अवसर पर खाद्य सुरक्षा पदाधिकारी अंजना रानी मिंज, प्रधान सहायक प्रमोद कुमार पांडेय सहित अन्य लोग उपस्थित थे।: [669, 433, 817, 522]
- ad2-schedule-cell: 04.06.2025 at 12:00 PM: [1060, 1252, 1288, 1265]
- ad3-info-cell: दिनांक 11/06/2025 को 05:00 बजे अपराह्न तक।: [1020, 1590, 1288, 1603]
- ad2-work-6: 1 year of construction with comprises 9 months of construction and 3 months of defect liability period: [1209, 1155, 1288, 1248]
- ad1-sign2: हजारीबाग: [1255, 939, 1288, 949]
- ad1-line1: उपायुक्त-सह-जिला दण्डाधिकारी का कार्यालय, हजारीबाग: [936, 747, 1189, 761]
- ad3-work-cell: 5,000=00: [1189, 1710, 1244, 1743]
- ad3-work-row: [838, 1809, 1288, 1842]
- kisan-subhead: दो महीने से मुआवजे की आस में टकटकी लगाये बैठे हैं किसान: [358, 1066, 674, 1082]
- ad3-work-row: [838, 1842, 1288, 1875]
- ad1-email[interactable]: email id-dwohazaribag@gmail.com: [956, 795, 1169, 809]
